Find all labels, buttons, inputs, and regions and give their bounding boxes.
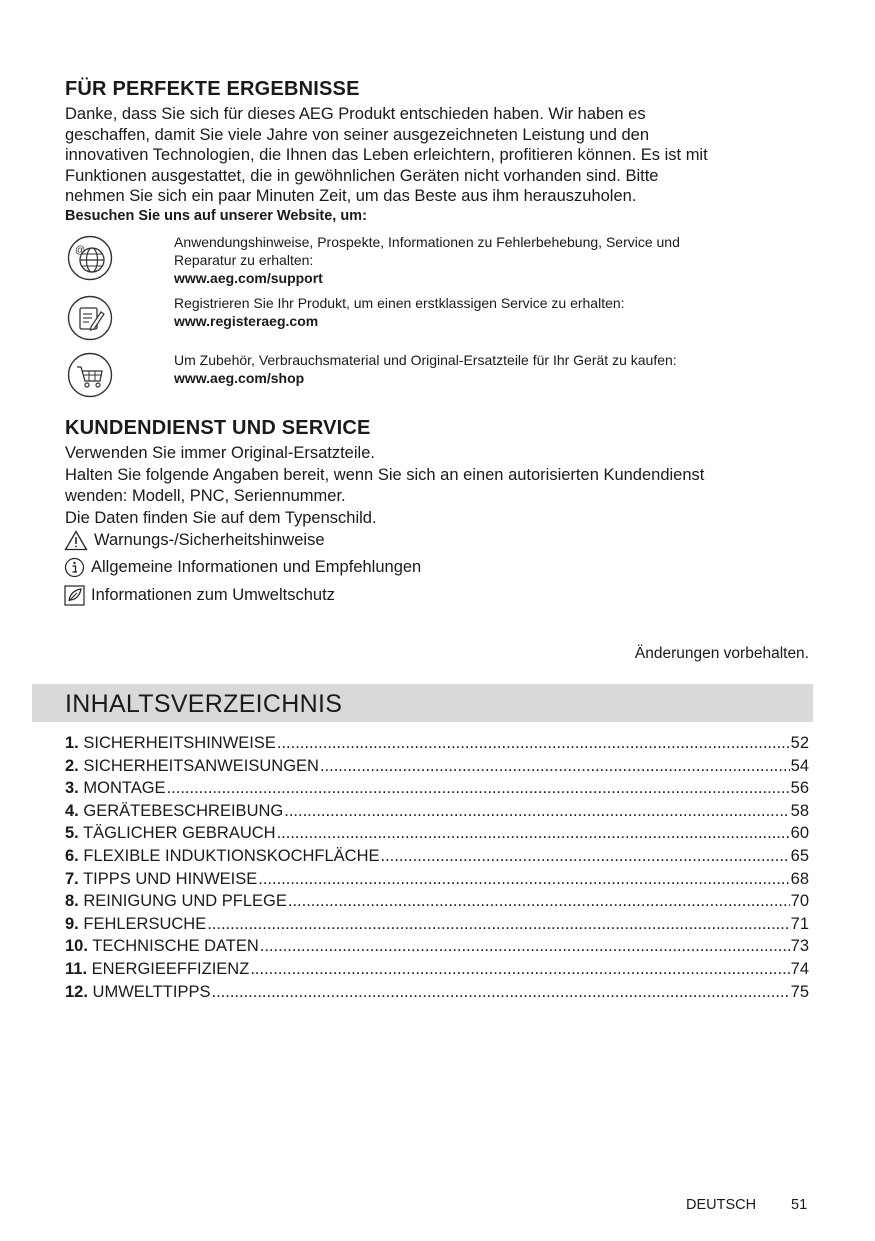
legend-environment-text: Informationen zum Umweltschutz xyxy=(91,586,335,604)
toc-entry-title xyxy=(65,802,283,821)
toc-entry-page: 75 xyxy=(790,982,809,1001)
toc-entry-number: 2. xyxy=(65,756,79,775)
section-title-customer-service: KUNDENDIENST UND SERVICE xyxy=(65,417,371,439)
toc-entry-leader xyxy=(207,915,789,934)
toc-entry[interactable] xyxy=(65,757,809,779)
link-support-desc-line2: Reparatur zu erhalten: xyxy=(174,252,314,268)
toc-entry[interactable] xyxy=(65,870,809,892)
link-support-desc-line1: Anwendungshinweise, Prospekte, Informationen zu Fehlerbehebung, Service und xyxy=(174,234,680,250)
toc-entry-leader xyxy=(277,824,790,843)
toc-entry-page: 56 xyxy=(790,779,809,798)
toc-entry-number: 12. xyxy=(65,982,88,1001)
toc-entry-leader xyxy=(250,960,789,979)
toc-entry-leader xyxy=(258,870,789,889)
toc-entry-leader xyxy=(288,892,790,911)
toc-entry-number: 7. xyxy=(65,869,79,888)
section-title-perfect-results: FÜR PERFEKTE ERGEBNISSE xyxy=(65,78,360,100)
legend-info xyxy=(64,557,421,578)
link-support-url[interactable]: www.aeg.com/support xyxy=(174,270,323,286)
toc-entry-title xyxy=(65,779,166,798)
toc-entry[interactable] xyxy=(65,779,809,801)
warning-triangle-icon xyxy=(64,530,88,551)
toc-entry-title xyxy=(65,892,287,911)
toc-entry-label: GERÄTEBESCHREIBUNG xyxy=(83,801,284,820)
toc-entry[interactable] xyxy=(65,983,809,1005)
toc-entry-title xyxy=(65,915,206,934)
service-line: Verwenden Sie immer Original-Ersatzteile. xyxy=(65,444,375,462)
toc-entry-leader xyxy=(277,734,790,753)
toc-entry-page: 73 xyxy=(790,937,809,956)
toc-entry[interactable] xyxy=(65,847,809,869)
toc-entry-label: ENERGIEEFFIZIENZ xyxy=(91,960,250,978)
legend-warning-text: Warnungs-/Sicherheitshinweise xyxy=(94,531,325,549)
info-circle-icon xyxy=(64,557,85,578)
service-line: Halten Sie folgende Angaben bereit, wenn Sie sich an einen autorisierten Kundendienst xyxy=(65,465,705,484)
toc-entry-label: SICHERHEITSHINWEISE xyxy=(83,734,276,752)
disclaimer: Änderungen vorbehalten. xyxy=(634,645,809,662)
toc-entry-label: SICHERHEITSANWEISUNGEN xyxy=(83,756,319,775)
link-register-desc: Registrieren Sie Ihr Produkt, um einen erstklassigen Service zu erhalten: xyxy=(174,295,625,311)
toc-entry-number: 5. xyxy=(65,824,79,843)
intro-paragraph xyxy=(65,104,708,207)
footer-page-number: 51 xyxy=(791,1197,808,1213)
toc-entry[interactable] xyxy=(65,937,809,959)
toc-entry[interactable] xyxy=(65,960,809,982)
toc-entry[interactable] xyxy=(65,892,809,914)
toc-entry[interactable] xyxy=(65,802,809,824)
service-paragraph xyxy=(65,443,704,529)
toc-entry-title xyxy=(65,983,210,1002)
legend-environment xyxy=(64,585,335,606)
toc-entry-leader xyxy=(211,983,789,1002)
toc-entry-page: 68 xyxy=(790,869,809,888)
toc-entry[interactable] xyxy=(65,824,809,846)
shopping-cart-icon xyxy=(67,352,113,398)
toc-entry-label: TECHNISCHE DATEN xyxy=(92,937,259,956)
toc-entry-page: 70 xyxy=(790,892,809,911)
toc-entry[interactable] xyxy=(65,915,809,937)
toc-entry-page: 74 xyxy=(790,960,809,978)
toc-entry-leader xyxy=(320,757,790,776)
toc-entry[interactable] xyxy=(65,734,809,756)
toc-entry-title xyxy=(65,937,259,956)
link-shop-block xyxy=(174,351,677,387)
toc-entry-page: 60 xyxy=(790,824,809,843)
toc-entry-title xyxy=(65,824,276,843)
service-line: wenden: Modell, PNC, Seriennummer. xyxy=(65,487,346,505)
toc-entry-label: MONTAGE xyxy=(83,779,166,798)
service-line: Die Daten finden Sie auf dem Typenschild. xyxy=(65,508,377,527)
toc-entry-label: REINIGUNG UND PFLEGE xyxy=(83,892,287,911)
toc-entry-leader xyxy=(167,779,790,798)
toc-entry-number: 1. xyxy=(65,734,79,752)
toc-entry-leader xyxy=(381,847,790,866)
intro-line: Danke, dass Sie sich für dieses AEG Produkt entschieden haben. Wir haben es xyxy=(65,105,646,123)
intro-line: innovativen Technologien, die Ihnen das Leben erleichtern, profitieren können. Es ist mit xyxy=(65,146,708,164)
register-pen-icon xyxy=(67,295,113,341)
toc-entry-title xyxy=(65,757,319,776)
intro-line: Funktionen ausgestattet, die in gewöhnlichen Geräten nicht vorhanden sind. Bitte xyxy=(65,166,659,185)
toc-entry-title xyxy=(65,870,257,889)
toc-entry-page: 58 xyxy=(790,801,809,820)
toc-entry-label: UMWELTTIPPS xyxy=(92,982,211,1001)
link-shop-url[interactable]: www.aeg.com/shop xyxy=(174,370,305,386)
toc-entry-title xyxy=(65,847,380,866)
intro-line: geschaffen, damit Sie viele Jahre von seiner ausgezeichneten Leistung und den xyxy=(65,125,650,144)
toc-entry-page: 71 xyxy=(790,914,809,933)
leaf-environment-icon xyxy=(64,585,85,606)
link-register-block xyxy=(174,294,625,330)
toc-entry-page: 65 xyxy=(790,847,809,865)
toc-entry-label: TÄGLICHER GEBRAUCH xyxy=(83,824,276,843)
toc-entry-label: FEHLERSUCHE xyxy=(83,914,207,933)
toc-entry-title xyxy=(65,734,276,753)
link-register-url[interactable]: www.registeraeg.com xyxy=(174,313,319,329)
toc-entry-page: 54 xyxy=(790,756,809,775)
website-intro: Besuchen Sie uns auf unserer Website, um: xyxy=(65,208,367,224)
toc-entry-number: 3. xyxy=(65,779,79,798)
toc-entry-number: 9. xyxy=(65,914,79,933)
toc-entry-number: 8. xyxy=(65,892,79,911)
toc-entry-label: TIPPS UND HINWEISE xyxy=(83,869,258,888)
link-support-block xyxy=(174,233,680,287)
toc-entry-title xyxy=(65,960,249,979)
legend-info-text: Allgemeine Informationen und Empfehlungen xyxy=(91,558,422,576)
toc-entry-number: 6. xyxy=(65,847,79,865)
link-shop-desc: Um Zubehör, Verbrauchsmaterial und Original-Ersatzteile für Ihr Gerät zu kaufen: xyxy=(174,352,677,368)
legend-warning xyxy=(64,530,325,551)
toc-entry-leader xyxy=(260,937,790,956)
toc-entry-number: 11. xyxy=(65,960,88,978)
footer-language: DEUTSCH xyxy=(686,1197,757,1213)
svg-text:@: @ xyxy=(75,245,86,256)
toc-entry-page: 52 xyxy=(790,734,809,752)
toc-entry-label: FLEXIBLE INDUKTIONSKOCHFLÄCHE xyxy=(83,847,380,865)
toc-entry-number: 4. xyxy=(65,801,79,820)
toc-entry-leader xyxy=(284,802,789,821)
intro-line: nehmen Sie sich ein paar Minuten Zeit, um das Beste aus ihm herauszuholen. xyxy=(65,187,637,205)
toc-entry-number: 10. xyxy=(65,937,88,956)
globe-at-icon xyxy=(67,235,113,281)
toc-title: INHALTSVERZEICHNIS xyxy=(65,690,343,718)
